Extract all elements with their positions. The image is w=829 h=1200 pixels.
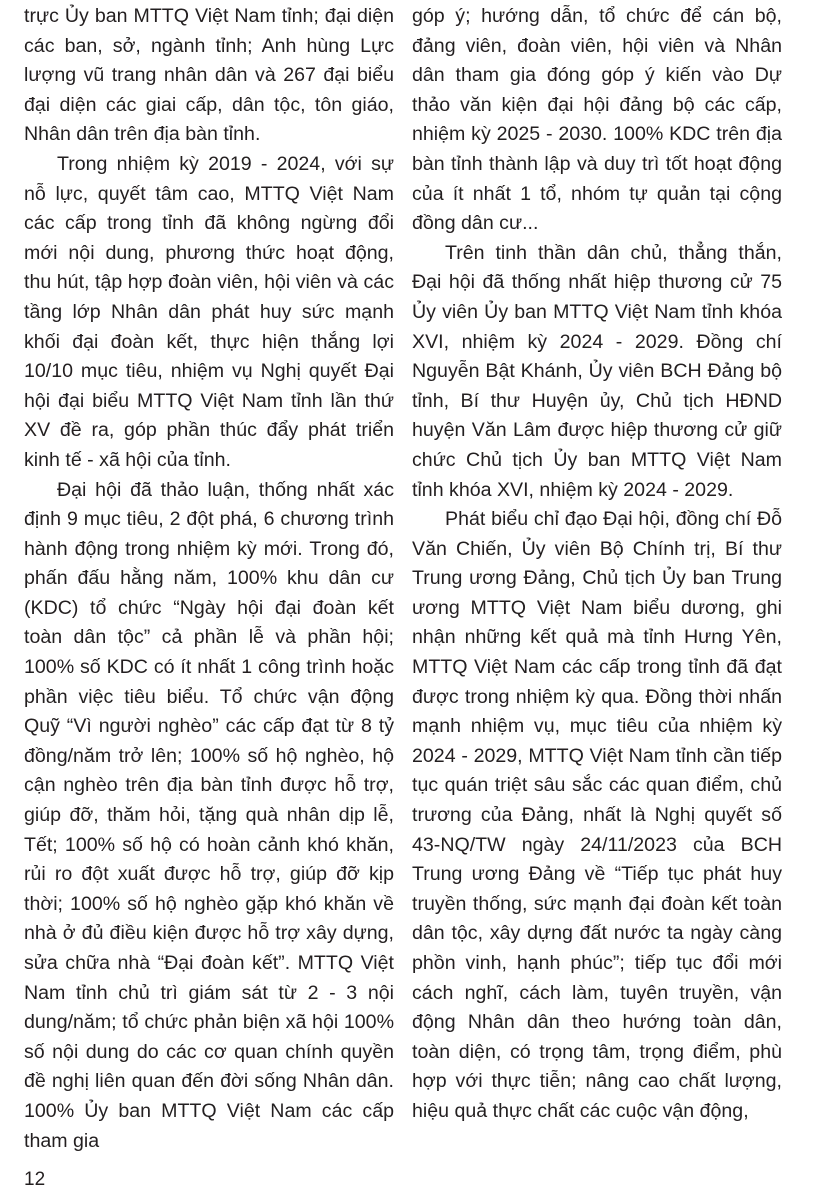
paragraph-term-achievements: Trong nhiệm kỳ 2019 - 2024, với sự nỗ lực, quyết tâm cao, MTTQ Việt Nam các cấp trong tỉnh đã không ngừng đổi mới nội dung, phương thức hoạt động, thu hút, tập hợp đoàn viên, hội viên và các tầng lớp Nhân dân phát huy sức mạnh khối đại đoàn kết, thực hiện thắng lợi 10/10 mục tiêu, nhiệm vụ Nghị quyết Đại hội đại biểu MTTQ Việt Nam tỉnh lần thứ XV đề ra, góp phần thúc đẩy phát triển kinh tế - xã hội của tỉnh. xyxy=(24,152,394,471)
paragraph-targets: Đại hội đã thảo luận, thống nhất xác định 9 mục tiêu, 2 đột phá, 6 chương trình hành động trong nhiệm kỳ mới. Trong đó, phấn đấu hằng năm, 100% khu dân cư (KDC) tổ chức “Ngày hội đại đoàn kết toàn dân tộc” cả phần lễ và phần hội; 100% số KDC có ít nhất 1 công trình hoặc phần việc tiêu biểu. Tổ chức vận động Quỹ “Vì người nghèo” các cấp đạt từ 8 tỷ đồng/năm trở lên; 100% số hộ nghèo, hộ cận nghèo trên địa bàn tỉnh được hỗ trợ, giúp đỡ, thăm hỏi, tặng quà nhân dịp lễ, Tết; 100% số hộ có hoàn cảnh khó khăn, rủi ro đột xuất được hỗ trợ, giúp đỡ kịp thời; 100% số hộ nghèo gặp khó khăn về nhà ở đủ điều kiện được hỗ trợ xây dựng, sửa chữa nhà “Đại đoàn kết”. MTTQ Việt Nam tỉnh chủ trì giám sát từ 2 - 3 nội dung/năm; tổ chức phản biện xã hội 100% số nội dung do các cơ quan chính quyền đề nghị liên quan đến đời sống Nhân dân. 100% Ủy ban MTTQ Việt Nam các cấp tham gia xyxy=(24,478,394,1152)
page-number: 12 xyxy=(24,1169,46,1190)
left-text-column xyxy=(24,2,394,1156)
paragraph-speech: Phát biểu chỉ đạo Đại hội, đồng chí Đỗ Văn Chiến, Ủy viên Bộ Chính trị, Bí thư Trung ương Đảng, Chủ tịch Ủy ban Trung ương MTTQ Việt Nam biểu dương, ghi nhận những kết quả mà tỉnh Hưng Yên, MTTQ Việt Nam các cấp trong tỉnh đã đạt được trong nhiệm kỳ qua. Đồng thời nhấn mạnh nhiệm vụ, mục tiêu của nhiệm kỳ 2024 - 2029, MTTQ Việt Nam tỉnh cần tiếp tục quán triệt sâu sắc các quan điểm, chủ trương của Đảng, nhất là Nghị quyết số 43-NQ/TW ngày 24/11/2023 của BCH Trung ương Đảng về “Tiếp tục phát huy truyền thống, sức mạnh đại đoàn kết toàn dân tộc, xây dựng đất nước ta ngày càng phồn vinh, hạnh phúc”; tiếp tục đổi mới cách nghĩ, cách làm, tuyên truyền, vận động Nhân dân theo hướng toàn dân, toàn diện, có trọng tâm, trọng điểm, phù hợp với thực tiễn; nâng cao chất lượng, hiệu quả thực chất các cuộc vận động, xyxy=(412,508,782,1122)
paragraph-continued-right: góp ý; hướng dẫn, tổ chức để cán bộ, đảng viên, đoàn viên, hội viên và Nhân dân tham gia đóng góp ý kiến vào Dự thảo văn kiện đại hội đảng bộ các cấp, nhiệm kỳ 2025 - 2030. 100% KDC trên địa bàn tỉnh thành lập và duy trì tốt hoạt động của ít nhất 1 tổ, nhóm tự quản tại cộng đồng dân cư... xyxy=(412,5,782,235)
paragraph-election: Trên tinh thần dân chủ, thẳng thắn, Đại hội đã thống nhất hiệp thương cử 75 Ủy viên Ủy ban MTTQ Việt Nam tỉnh khóa XVI, nhiệm kỳ 2024 - 2029. Đồng chí Nguyễn Bật Khánh, Ủy viên BCH Đảng bộ tỉnh, Bí thư Huyện ủy, Chủ tịch HĐND huyện Văn Lâm được hiệp thương cử giữ chức Chủ tịch Ủy ban MTTQ Việt Nam tỉnh khóa XVI, nhiệm kỳ 2024 - 2029. xyxy=(412,241,782,501)
right-text-column xyxy=(412,2,782,1127)
paragraph-continued: trực Ủy ban MTTQ Việt Nam tỉnh; đại diện các ban, sở, ngành tỉnh; Anh hùng Lực lượng vũ trang nhân dân và 267 đại biểu đại diện các giai cấp, dân tộc, tôn giáo, Nhân dân trên địa bàn tỉnh. xyxy=(24,5,394,146)
